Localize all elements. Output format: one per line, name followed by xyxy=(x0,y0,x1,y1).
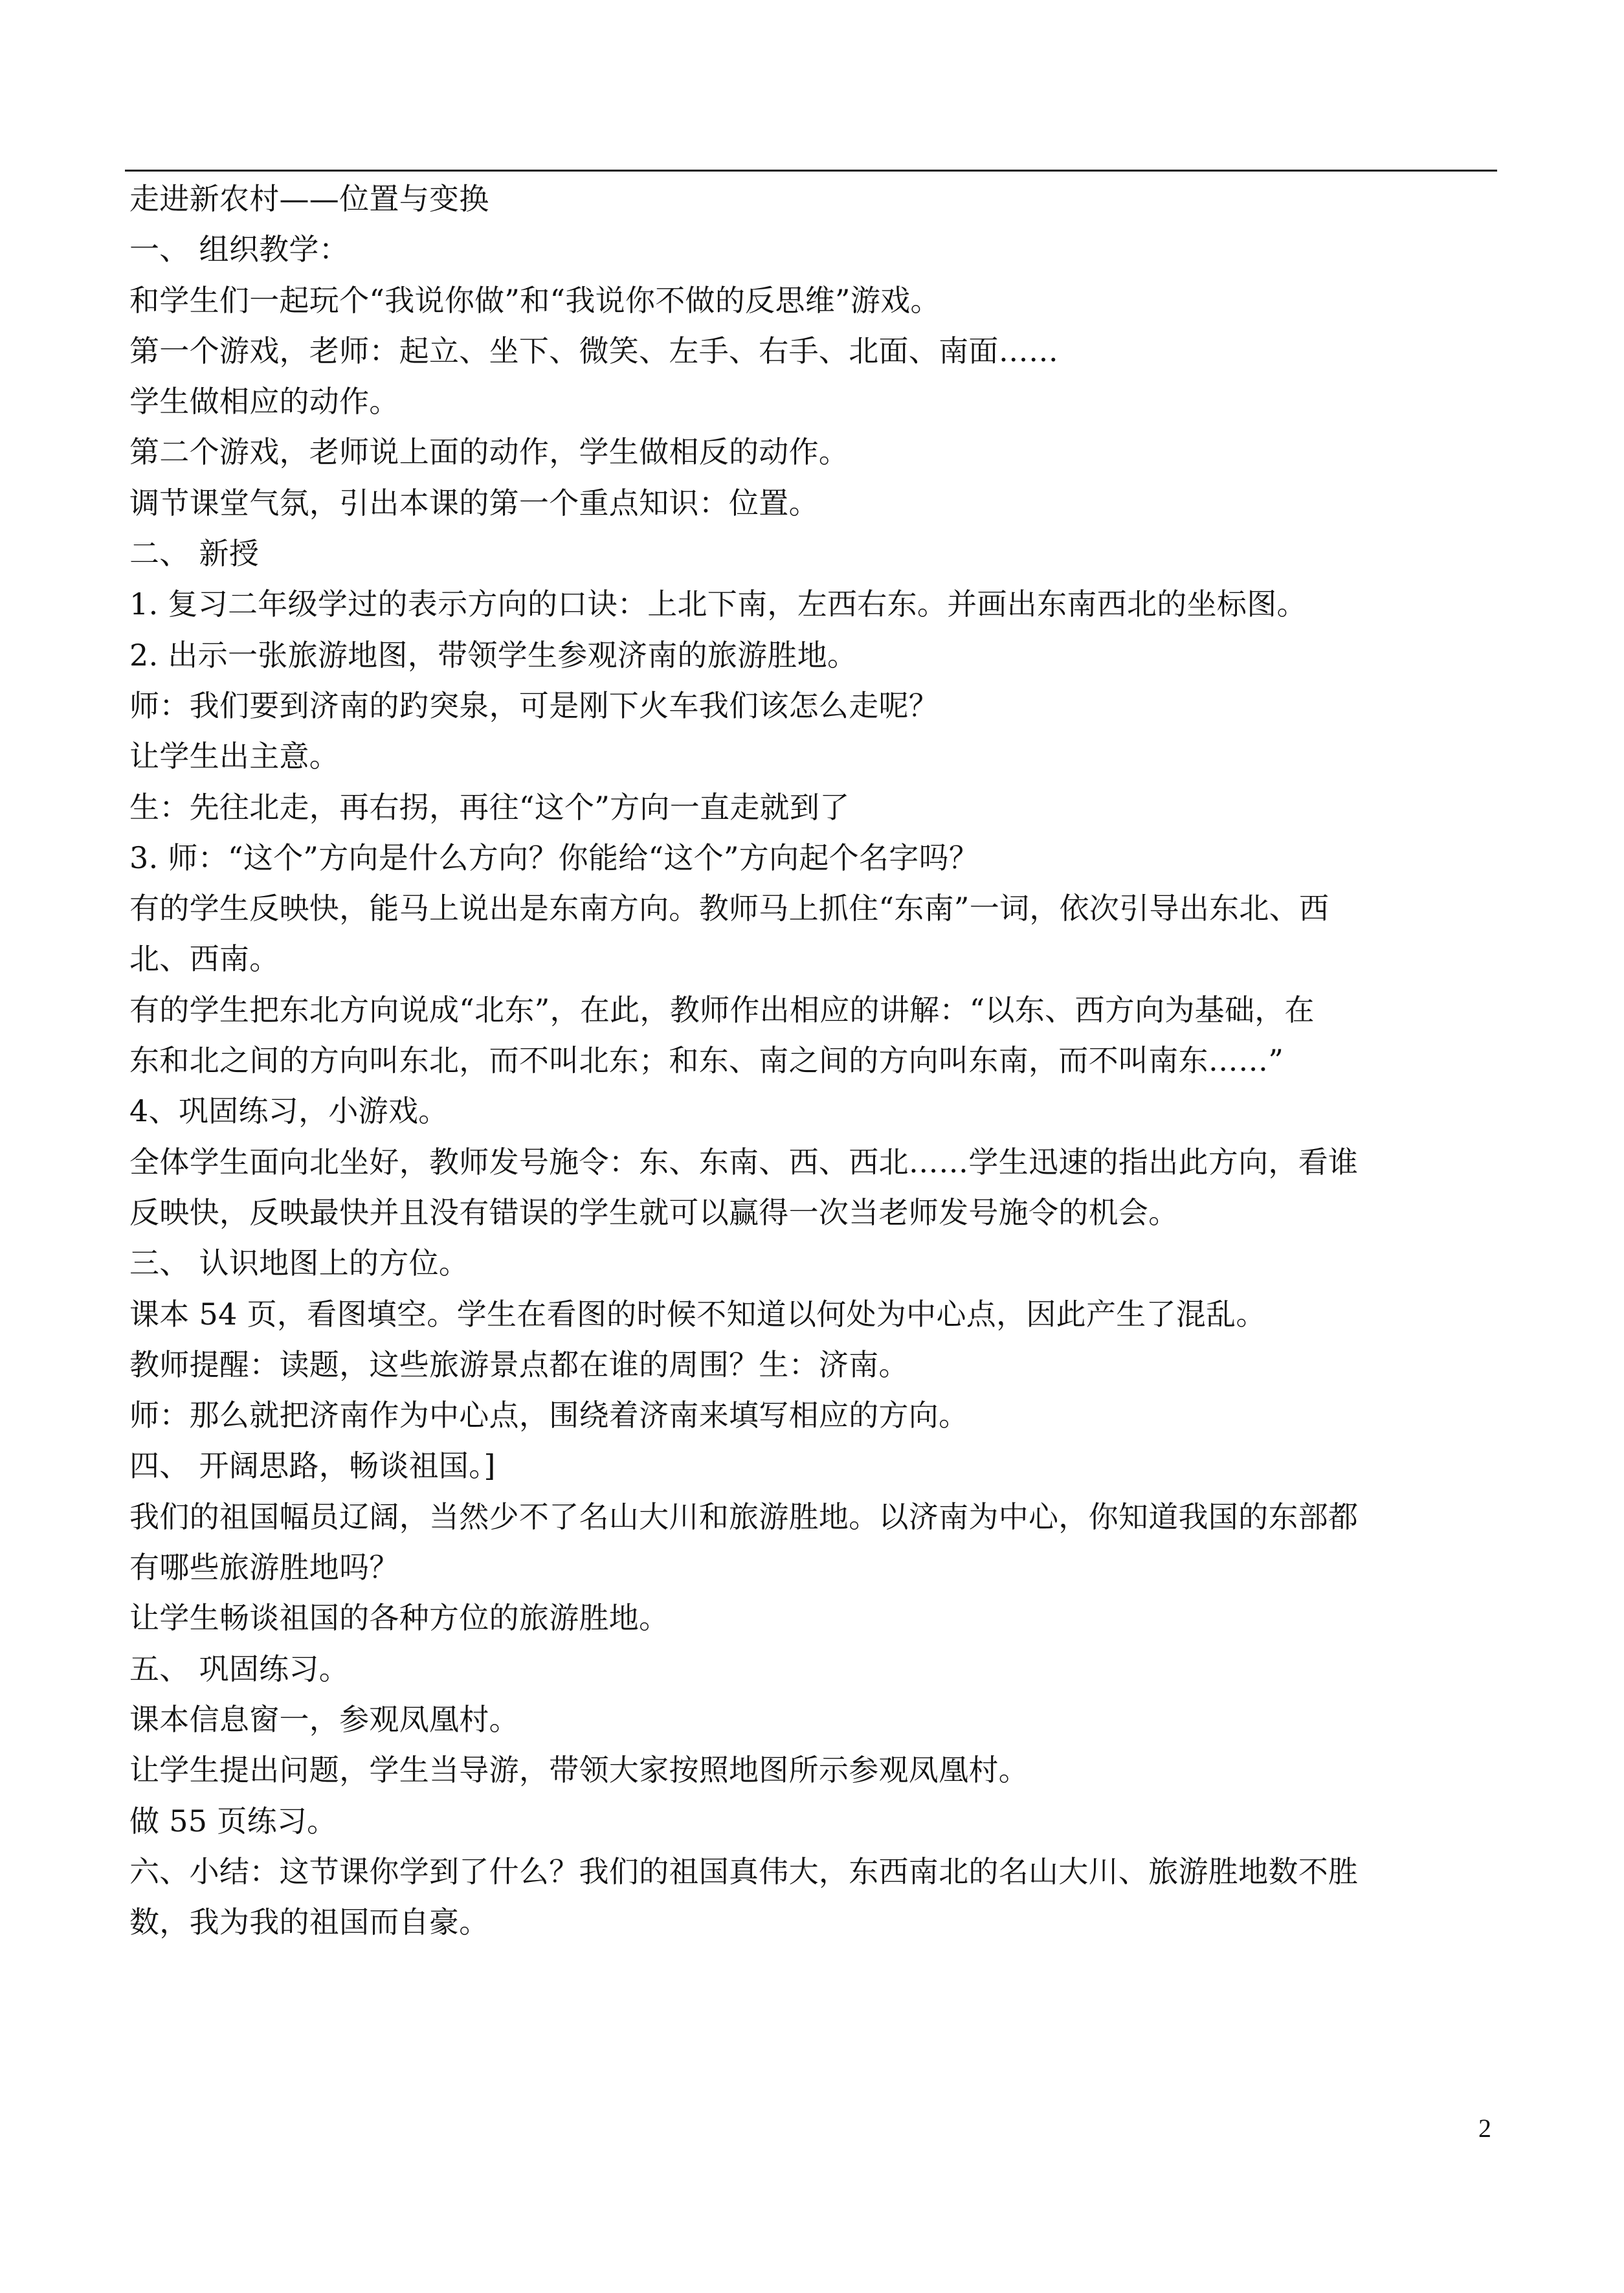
paragraph-line: 课本信息窗一，参观凤凰村。 xyxy=(129,1701,519,1737)
paragraph-line: 第二个游戏，老师说上面的动作，学生做相反的动作。 xyxy=(129,434,849,470)
paragraph-line: 全体学生面向北坐好，教师发号施令：东、东南、西、西北……学生迅速的指出此方向，看谁 xyxy=(129,1144,1359,1180)
section-heading: 一、 组织教学： xyxy=(129,232,350,267)
paragraph-line: 有的学生反映快，能马上说出是东南方向。教师马上抓住“东南”一词，依次引导出东北、西 xyxy=(129,891,1329,926)
page-number: 2 xyxy=(1478,2114,1491,2143)
section-heading: 三、 认识地图上的方位。 xyxy=(129,1246,469,1281)
paragraph-line: 让学生提出问题，学生当导游，带领大家按照地图所示参观凤凰村。 xyxy=(129,1752,1029,1788)
paragraph-line: 数，我为我的祖国而自豪。 xyxy=(129,1905,489,1940)
paragraph-line: 4、巩固练习，小游戏。 xyxy=(129,1093,449,1129)
paragraph-line: 生：先往北走，再右拐，再往“这个”方向一直走就到了 xyxy=(129,789,850,825)
paragraph-line: 调节课堂气氛，引出本课的第一个重点知识：位置。 xyxy=(129,485,819,520)
paragraph-line: 学生做相应的动作。 xyxy=(129,384,399,419)
paragraph-line: 有哪些旅游胜地吗？ xyxy=(129,1550,399,1585)
paragraph-line: 师：那么就把济南作为中心点，围绕着济南来填写相应的方向。 xyxy=(129,1398,969,1433)
paragraph-line: 东和北之间的方向叫东北，而不叫北东；和东、南之间的方向叫东南，而不叫南东……” xyxy=(129,1043,1284,1079)
document-body xyxy=(129,173,1495,1947)
paragraph-line: 2. 出示一张旅游地图，带领学生参观济南的旅游胜地。 xyxy=(129,637,858,673)
paragraph-line: 师：我们要到济南的趵突泉，可是刚下火车我们该怎么走呢？ xyxy=(129,688,939,723)
section-heading: 二、 新授 xyxy=(129,536,260,572)
section-heading: 四、 开阔思路，畅谈祖国。] xyxy=(129,1448,496,1484)
paragraph-line: 反映快，反映最快并且没有错误的学生就可以赢得一次当老师发号施令的机会。 xyxy=(129,1194,1179,1230)
paragraph-line: 和学生们一起玩个“我说你做”和“我说你不做的反思维”游戏。 xyxy=(129,282,940,318)
section-heading: 六、小结：这节课你学到了什么？我们的祖国真伟大，东西南北的名山大川、旅游胜地数不胜 xyxy=(129,1853,1359,1889)
paragraph-line: 1. 复习二年级学过的表示方向的口诀：上北下南，左西右东。并画出东南西北的坐标图。 xyxy=(129,587,1307,622)
paragraph-line: 北、西南。 xyxy=(129,941,280,977)
paragraph-line: 有的学生把东北方向说成“北东”，在此，教师作出相应的讲解：“以东、西方向为基础，在 xyxy=(129,992,1315,1027)
paragraph-line: 3. 师：“这个”方向是什么方向？你能给“这个”方向起个名字吗？ xyxy=(129,840,979,875)
paragraph-line: 做 55 页练习。 xyxy=(129,1803,337,1839)
paragraph-line: 让学生出主意。 xyxy=(129,739,340,774)
document-title: 走进新农村——位置与变换 xyxy=(129,181,489,216)
section-heading: 五、 巩固练习。 xyxy=(129,1651,350,1686)
header-rule xyxy=(125,170,1497,172)
paragraph-line: 让学生畅谈祖国的各种方位的旅游胜地。 xyxy=(129,1600,669,1636)
paragraph-line: 我们的祖国幅员辽阔，当然少不了名山大川和旅游胜地。以济南为中心，你知道我国的东部都 xyxy=(129,1499,1359,1534)
paragraph-line: 教师提醒：读题，这些旅游景点都在谁的周围？生：济南。 xyxy=(129,1347,909,1382)
paragraph-line: 课本 54 页，看图填空。学生在看图的时候不知道以何处为中心点，因此产生了混乱。 xyxy=(129,1296,1266,1332)
paragraph-line: 第一个游戏，老师：起立、坐下、微笑、左手、右手、北面、南面…… xyxy=(129,333,1059,368)
